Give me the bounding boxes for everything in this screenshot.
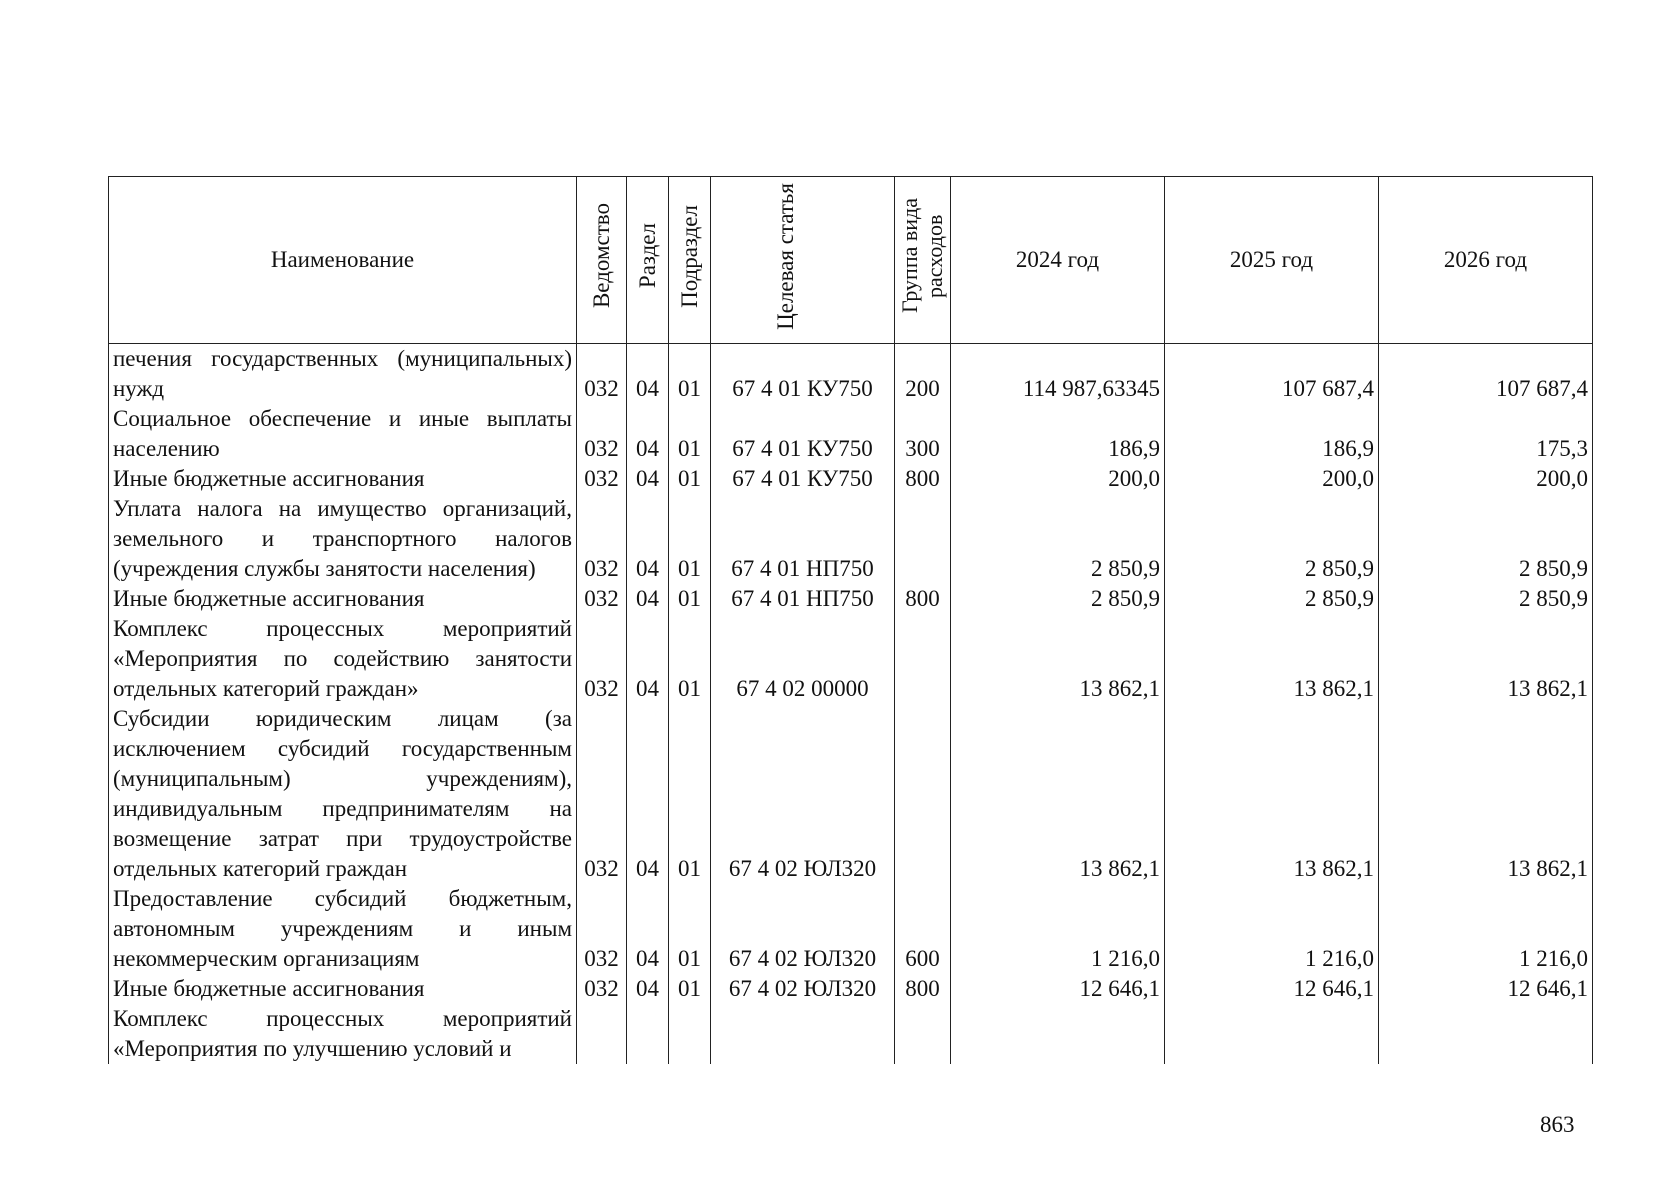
cell-2024: 12 646,1 bbox=[951, 974, 1165, 1004]
cell-2025 bbox=[1165, 1004, 1379, 1064]
table-row bbox=[109, 1004, 1593, 1064]
cell-celevaya: 67 4 02 ЮЛ320 bbox=[711, 974, 895, 1004]
cell-vedomstvo: 032 bbox=[577, 704, 627, 884]
page-number: 863 bbox=[1540, 1112, 1575, 1137]
budget-table-container bbox=[108, 176, 1592, 1092]
cell-name: Иные бюджетные ассигнования bbox=[109, 584, 577, 614]
cell-2026: 2 850,9 bbox=[1379, 584, 1593, 614]
cell-celevaya: 67 4 02 ЮЛ320 bbox=[711, 704, 895, 884]
table-row bbox=[109, 494, 1593, 584]
cell-name: Иные бюджетные ассигнования bbox=[109, 974, 577, 1004]
cell-2025: 13 862,1 bbox=[1165, 614, 1379, 704]
cell-name: печения государственных (муниципальных) нужд bbox=[109, 344, 577, 405]
cell-podrazdel: 01 bbox=[669, 464, 711, 494]
table-row bbox=[109, 464, 1593, 494]
table-row bbox=[109, 704, 1593, 884]
cell-2026: 13 862,1 bbox=[1379, 704, 1593, 884]
cell-name: Иные бюджетные ассигнования bbox=[109, 464, 577, 494]
table-body bbox=[109, 344, 1593, 1065]
cell-name: Комплекс процессных мероприятий «Мероприятия по улучшению условий и bbox=[109, 1004, 577, 1064]
cell-2026: 1 216,0 bbox=[1379, 884, 1593, 974]
table-header bbox=[109, 177, 1593, 344]
cell-2024: 13 862,1 bbox=[951, 614, 1165, 704]
cell-2024: 2 850,9 bbox=[951, 494, 1165, 584]
cell-razdel: 04 bbox=[627, 494, 669, 584]
table-row bbox=[109, 614, 1593, 704]
header-2024: 2024 год bbox=[951, 177, 1165, 344]
cell-2025: 2 850,9 bbox=[1165, 584, 1379, 614]
header-name: Наименование bbox=[109, 177, 577, 344]
cell-razdel: 04 bbox=[627, 974, 669, 1004]
cell-celevaya: 67 4 02 00000 bbox=[711, 614, 895, 704]
cell-razdel bbox=[627, 1004, 669, 1064]
table-row bbox=[109, 584, 1593, 614]
cell-2026 bbox=[1379, 1004, 1593, 1064]
cell-gruppa: 200 bbox=[895, 344, 951, 405]
cell-gruppa: 800 bbox=[895, 584, 951, 614]
cell-2025: 13 862,1 bbox=[1165, 704, 1379, 884]
cell-name: Уплата налога на имущество организаций, земельного и транспортного налогов (учреждения службы занятости населения) bbox=[109, 494, 577, 584]
cell-vedomstvo: 032 bbox=[577, 494, 627, 584]
cell-gruppa: 800 bbox=[895, 974, 951, 1004]
cell-vedomstvo: 032 bbox=[577, 404, 627, 464]
cell-2026: 107 687,4 bbox=[1379, 344, 1593, 405]
table-row bbox=[109, 404, 1593, 464]
cell-celevaya: 67 4 01 КУ750 bbox=[711, 344, 895, 405]
cell-gruppa bbox=[895, 614, 951, 704]
cell-podrazdel: 01 bbox=[669, 704, 711, 884]
cell-podrazdel: 01 bbox=[669, 884, 711, 974]
cell-podrazdel: 01 bbox=[669, 614, 711, 704]
cell-2025: 1 216,0 bbox=[1165, 884, 1379, 974]
header-vedomstvo: Ведомство bbox=[577, 177, 627, 344]
cell-2025: 200,0 bbox=[1165, 464, 1379, 494]
cell-razdel: 04 bbox=[627, 584, 669, 614]
cell-2026: 12 646,1 bbox=[1379, 974, 1593, 1004]
cell-2025: 107 687,4 bbox=[1165, 344, 1379, 405]
cell-vedomstvo: 032 bbox=[577, 614, 627, 704]
cell-gruppa: 800 bbox=[895, 464, 951, 494]
cell-vedomstvo: 032 bbox=[577, 464, 627, 494]
cell-celevaya: 67 4 01 КУ750 bbox=[711, 404, 895, 464]
cell-2026: 2 850,9 bbox=[1379, 494, 1593, 584]
cell-podrazdel bbox=[669, 1004, 711, 1064]
cell-razdel: 04 bbox=[627, 704, 669, 884]
cell-vedomstvo: 032 bbox=[577, 344, 627, 405]
cell-name: Предоставление субсидий бюджетным, автономным учреждениям и иным некоммерческим организациям bbox=[109, 884, 577, 974]
cell-razdel: 04 bbox=[627, 404, 669, 464]
table-row bbox=[109, 974, 1593, 1004]
cell-2024: 13 862,1 bbox=[951, 704, 1165, 884]
cell-vedomstvo bbox=[577, 1004, 627, 1064]
header-razdel: Раздел bbox=[627, 177, 669, 344]
cell-razdel: 04 bbox=[627, 464, 669, 494]
cell-name: Субсидии юридическим лицам (за исключением субсидий государственным (муниципальным) учреждениям), индивидуальным предпринимателям на возмещение затрат при трудоустройстве отдельных категорий граждан bbox=[109, 704, 577, 884]
cell-celevaya: 67 4 01 НП750 bbox=[711, 584, 895, 614]
cell-podrazdel: 01 bbox=[669, 344, 711, 405]
cell-gruppa: 600 bbox=[895, 884, 951, 974]
budget-table bbox=[108, 176, 1593, 1064]
cell-podrazdel: 01 bbox=[669, 584, 711, 614]
header-gruppa: Группа вида расходов bbox=[895, 177, 951, 344]
table-row bbox=[109, 344, 1593, 405]
cell-2025: 2 850,9 bbox=[1165, 494, 1379, 584]
cell-2026: 175,3 bbox=[1379, 404, 1593, 464]
cell-2024: 1 216,0 bbox=[951, 884, 1165, 974]
header-2025: 2025 год bbox=[1165, 177, 1379, 344]
cell-2024: 2 850,9 bbox=[951, 584, 1165, 614]
cell-razdel: 04 bbox=[627, 344, 669, 405]
header-2026: 2026 год bbox=[1379, 177, 1593, 344]
cell-celevaya: 67 4 01 КУ750 bbox=[711, 464, 895, 494]
table-row bbox=[109, 884, 1593, 974]
cell-vedomstvo: 032 bbox=[577, 584, 627, 614]
cell-2025: 186,9 bbox=[1165, 404, 1379, 464]
cell-gruppa bbox=[895, 494, 951, 584]
cell-name: Социальное обеспечение и иные выплаты населению bbox=[109, 404, 577, 464]
cell-2026: 200,0 bbox=[1379, 464, 1593, 494]
cell-2024: 186,9 bbox=[951, 404, 1165, 464]
cell-vedomstvo: 032 bbox=[577, 884, 627, 974]
header-celevaya: Целевая статья bbox=[711, 177, 895, 344]
cell-podrazdel: 01 bbox=[669, 404, 711, 464]
cell-razdel: 04 bbox=[627, 884, 669, 974]
cell-celevaya: 67 4 02 ЮЛ320 bbox=[711, 884, 895, 974]
header-podrazdel: Подраздел bbox=[669, 177, 711, 344]
cell-podrazdel: 01 bbox=[669, 974, 711, 1004]
cell-2024 bbox=[951, 1004, 1165, 1064]
cell-2026: 13 862,1 bbox=[1379, 614, 1593, 704]
cell-2024: 200,0 bbox=[951, 464, 1165, 494]
cell-2024: 114 987,63345 bbox=[951, 344, 1165, 405]
cell-vedomstvo: 032 bbox=[577, 974, 627, 1004]
cell-gruppa bbox=[895, 1004, 951, 1064]
cell-2025: 12 646,1 bbox=[1165, 974, 1379, 1004]
cell-gruppa: 300 bbox=[895, 404, 951, 464]
cell-podrazdel: 01 bbox=[669, 494, 711, 584]
cell-name: Комплекс процессных мероприятий «Мероприятия по содействию занятости отдельных категорий граждан» bbox=[109, 614, 577, 704]
cell-razdel: 04 bbox=[627, 614, 669, 704]
cell-gruppa bbox=[895, 704, 951, 884]
cell-celevaya bbox=[711, 1004, 895, 1064]
cell-celevaya: 67 4 01 НП750 bbox=[711, 494, 895, 584]
